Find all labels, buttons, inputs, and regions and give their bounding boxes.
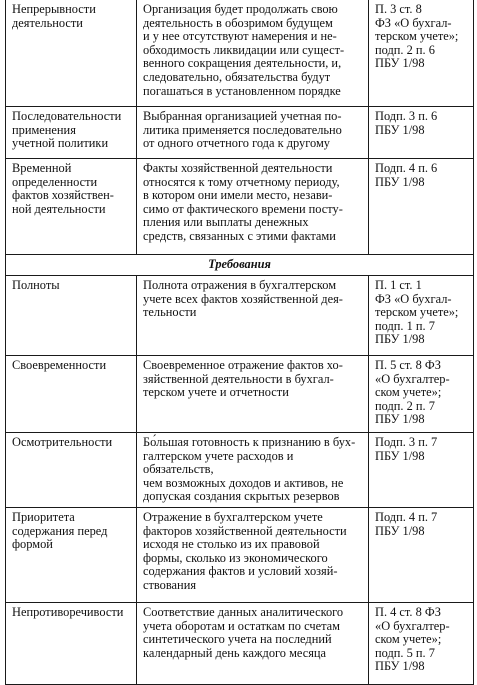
- principle-source: Подп. 3 п. 6 ПБУ 1/98: [375, 109, 438, 137]
- source-cell: [369, 507, 474, 602]
- source-cell: [369, 0, 474, 107]
- principle-source: Подп. 4 п. 7 ПБУ 1/98: [375, 509, 438, 538]
- principle-name: Последовательности применения учетной политики: [12, 109, 122, 151]
- principle-name: Своевременности: [12, 358, 107, 372]
- principle-description: Отражение в бухгалтерском учете факторов хозяйственной деятельности исходя не столько из их правовой формы, сколько из экономического содержания фактов и условий хозяй- ствования: [143, 509, 347, 592]
- principle-source: П. 5 ст. 8 ФЗ «О бухгалтер- ском учете»; подп. 2 п. 7 ПБУ 1/98: [375, 358, 450, 427]
- principle-cell: [6, 602, 137, 684]
- principle-name: Временной определенности фактов хозяйствен- ной деятельности: [12, 161, 114, 216]
- source-cell: [369, 107, 474, 159]
- source-cell: [369, 602, 474, 684]
- principle-cell: [6, 159, 137, 255]
- principle-source: П. 4 ст. 8 ФЗ «О бухгалтер- ском учете»; подп. 5 п. 7 ПБУ 1/98: [375, 604, 450, 674]
- principle-cell: [6, 0, 137, 107]
- section-header: Требования: [6, 255, 474, 276]
- description-cell: [137, 507, 369, 602]
- description-cell: [137, 159, 369, 255]
- principle-name: Непрерывности деятельности: [12, 2, 96, 30]
- principle-cell: [6, 276, 137, 356]
- source-cell: [369, 276, 474, 356]
- description-cell: [137, 356, 369, 433]
- description-cell: [137, 602, 369, 684]
- description-cell: [137, 0, 369, 107]
- table-row: [6, 276, 474, 356]
- principle-description: Соответствие данных аналитического учета оборотам и остаткам по счетам синтетического учета на последний календарный день каждого месяца: [143, 604, 344, 660]
- principle-cell: [6, 107, 137, 159]
- table-row: [6, 602, 474, 684]
- principle-name: Осмотрительности: [12, 435, 113, 449]
- principle-name: Приоритета содержания перед формой: [12, 509, 108, 552]
- source-cell: [369, 159, 474, 255]
- principle-source: Подп. 4 п. 6 ПБУ 1/98: [375, 161, 438, 189]
- principle-cell: [6, 507, 137, 602]
- table-row: [6, 507, 474, 602]
- table-row: [6, 433, 474, 508]
- principle-source: П. 3 ст. 8 ФЗ «О бухгал- терском учете»; подп. 2 п. 6 ПБУ 1/98: [375, 2, 459, 71]
- table-row: [6, 107, 474, 159]
- principle-description: Организация будет продолжать свою деятельность в обозримом будущем и у нее отсутствуют намерения и не- обходимость ликвидации или сущест- венного сокращения деятельности, и, следовательно, обязательства будут погашаться в установленном порядке: [143, 2, 345, 98]
- description-cell: [137, 433, 369, 508]
- principle-description: Факты хозяйственной деятельности относятся к тому отчетному периоду, в котором они имели место, незави- симо от фактического времени посту- пления или выплаты денежных средств, связанных с этими фактами: [143, 161, 343, 243]
- principles-table: [5, 0, 474, 685]
- principle-cell: [6, 433, 137, 508]
- principle-name: Полноты: [12, 278, 60, 292]
- table-row: [6, 0, 474, 107]
- table-row: [6, 356, 474, 433]
- description-cell: [137, 107, 369, 159]
- source-cell: [369, 433, 474, 508]
- principle-source: П. 1 ст. 1 ФЗ «О бухгал- терском учете»; подп. 1 п. 7 ПБУ 1/98: [375, 278, 459, 347]
- principle-source: Подп. 3 п. 7 ПБУ 1/98: [375, 435, 438, 463]
- source-cell: [369, 356, 474, 433]
- principle-name: Непротиворечивости: [12, 604, 124, 619]
- principle-description: Своевременное отражение фактов хо- зяйственной деятельности в бухгал- терском учете и отчетности: [143, 358, 343, 400]
- table-row: [6, 159, 474, 255]
- principle-description: Полнота отражения в бухгалтерском учете всех фактов хозяйственной дея- тельности: [143, 278, 343, 320]
- principle-cell: [6, 356, 137, 433]
- section-header-row: [6, 255, 474, 276]
- description-cell: [137, 276, 369, 356]
- principle-description: Бо́льшая готовность к признанию в бух- галтерском учете расходов и обязательств, чем возможных доходов и активов, не допуская создания скрытых резервов: [143, 435, 356, 504]
- principle-description: Выбранная организацией учетная по- литика применяется последовательно от одного отчетного года к другому: [143, 109, 342, 151]
